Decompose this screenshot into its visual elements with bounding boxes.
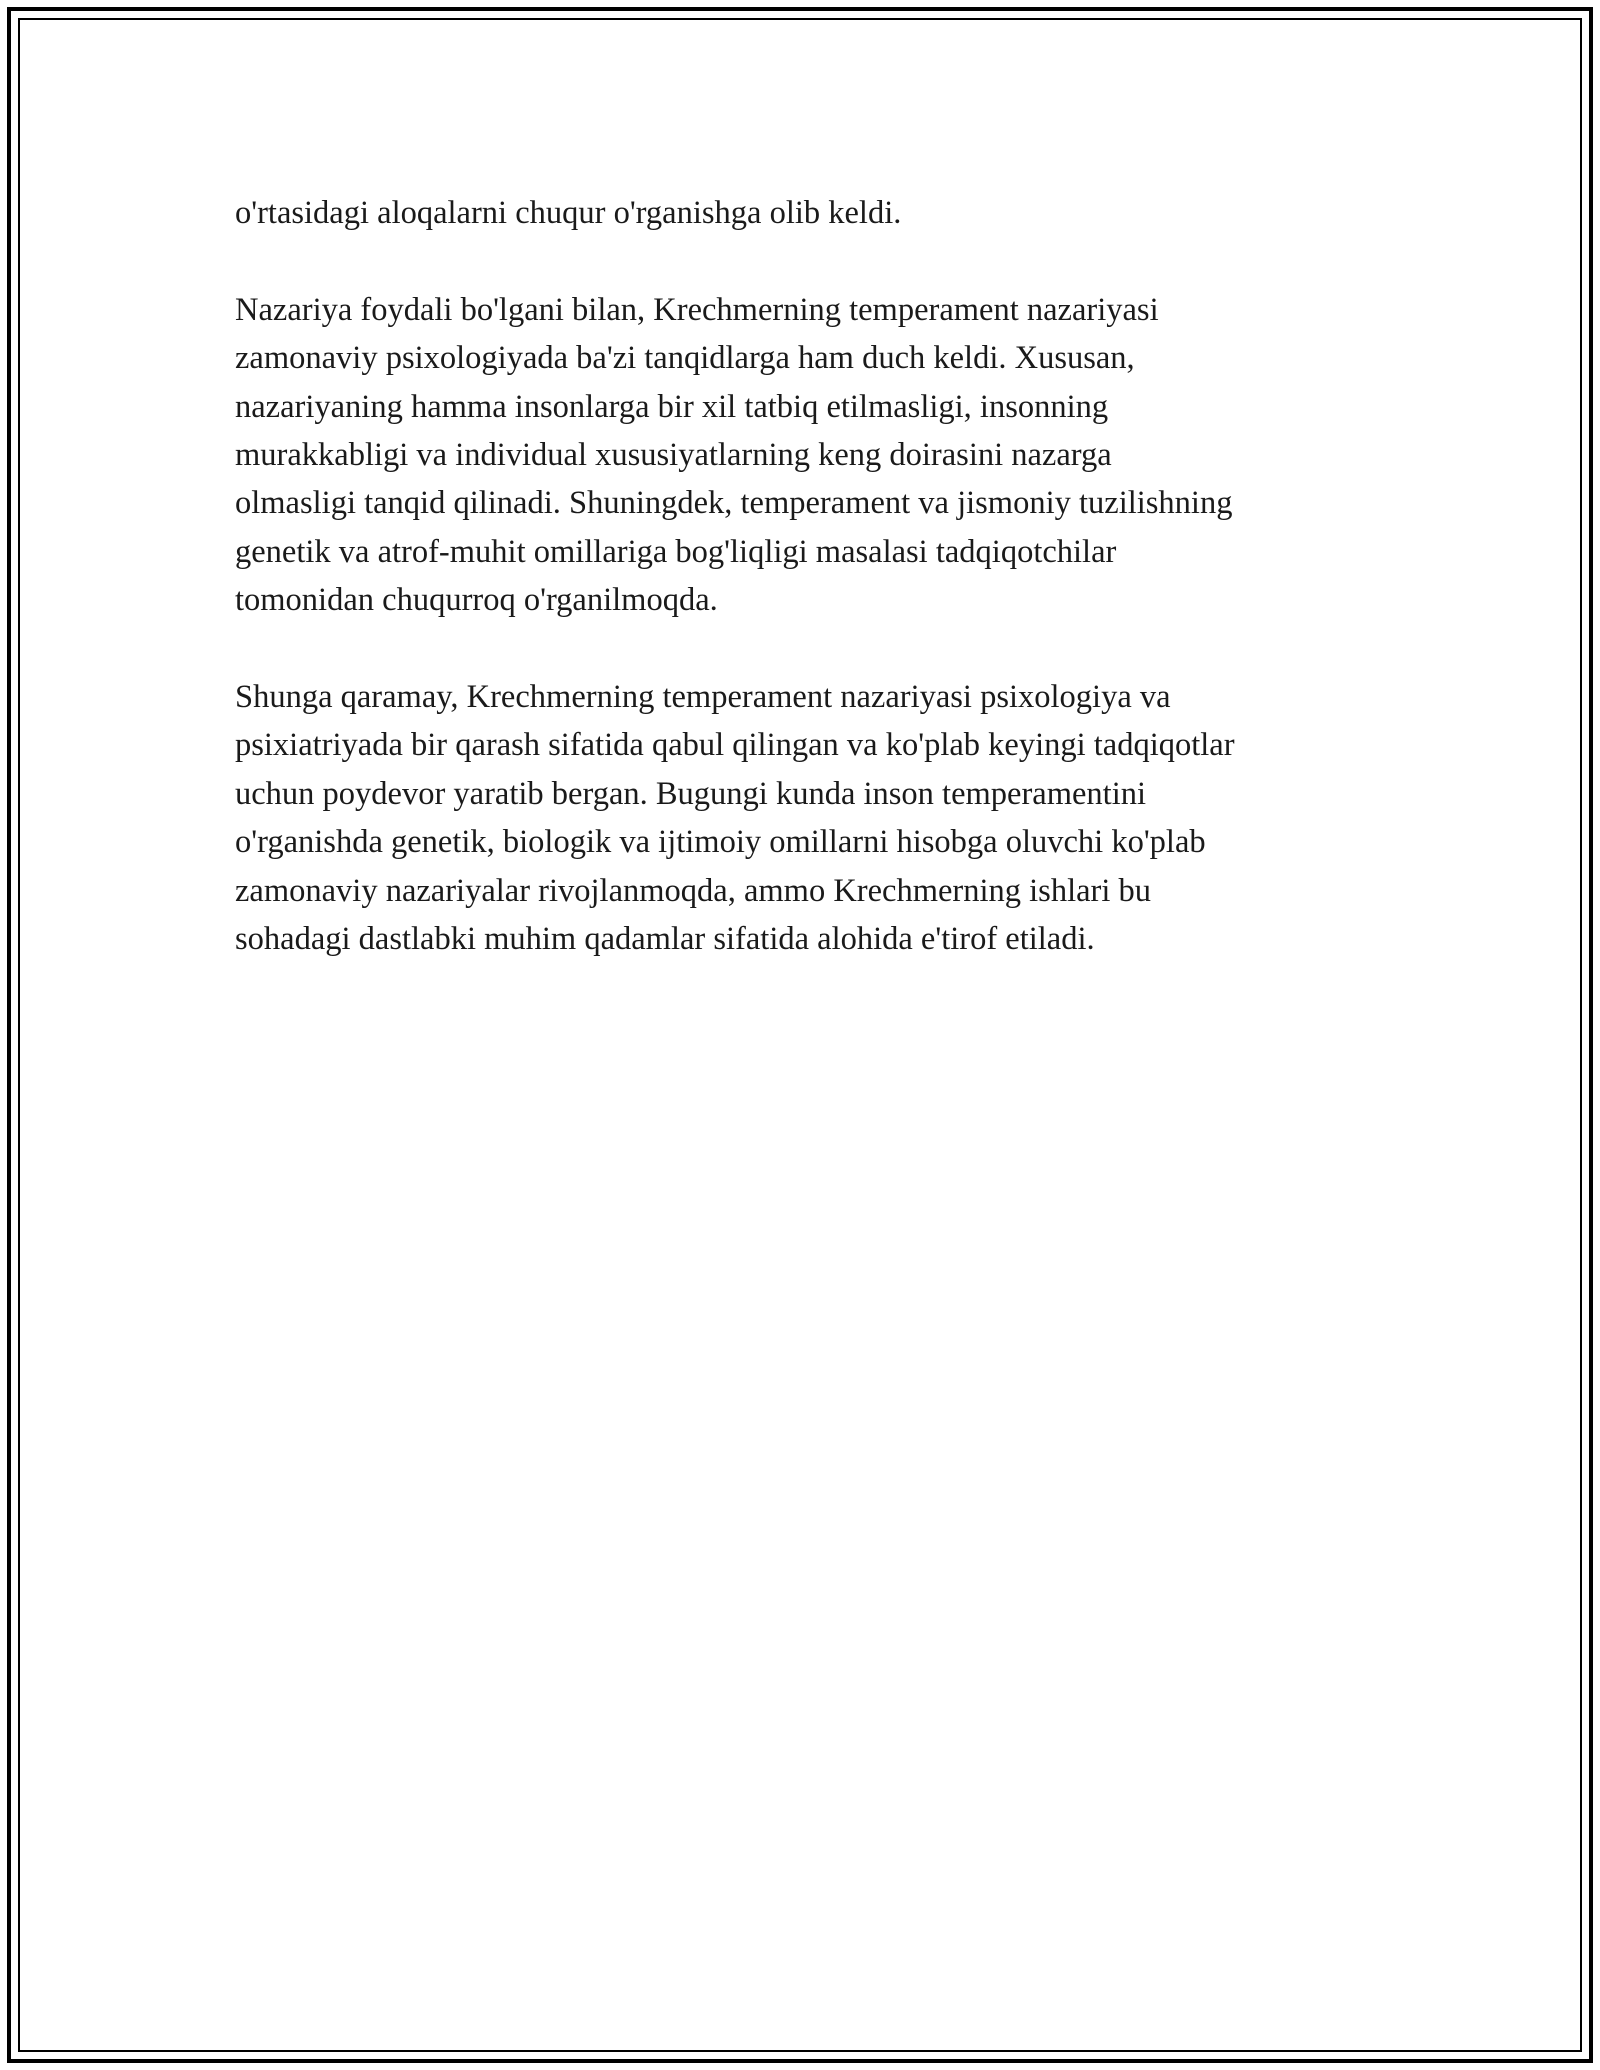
paragraph-2: Nazariya foydali bo'lgani bilan, Krechmerning temperament nazariyasi zamonaviy psixologiyada ba'zi tanqidlarga ham duch keldi. Xususan, nazariyaning hamma insonlarga bir xil tatbiq etilmasligi, insonning murakkabligi va individual xususiyatlarning keng doirasini nazarga olmasligi tanqid qilinadi. Shuningdek, temperament va jismoniy tuzilishning genetik va atrof-muhit omillariga bog'liqligi masalasi tadqiqotchilar tomonidan chuqurroq o'rganilmoqda.: [235, 291, 1233, 619]
document-body: [235, 189, 1375, 1012]
paragraph-1: o'rtasidagi aloqalarni chuqur o'rganishga olib keldi.: [235, 195, 902, 231]
paragraph-3: Shunga qaramay, Krechmerning temperament nazariyasi psixologiya va psixiatriyada bir qarash sifatida qabul qilingan va ko'plab keyingi tadqiqotlar uchun poydevor yaratib bergan. Bugungi kunda inson temperamentini o'rganishda genetik, biologik va ijtimoiy omillarni hisobga oluvchi ko'plab zamonaviy nazariyalar rivojlanmoqda, ammo Krechmerning ishlari bu sohadagi dastlabki muhim qadamlar sifatida alohida e'tirof etiladi.: [235, 679, 1235, 958]
